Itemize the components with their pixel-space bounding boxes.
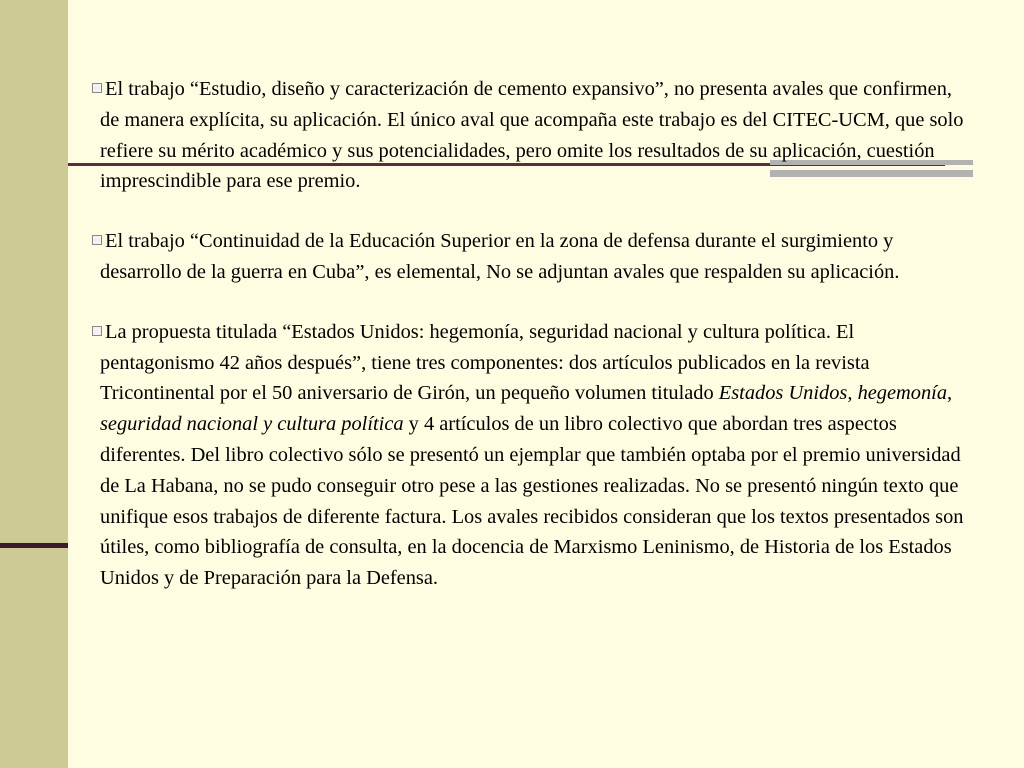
paragraph-3 [100, 317, 970, 594]
paragraph-3-text-after: y 4 artículos de un libro colectivo que abordan tres aspectos diferentes. Del libro colectivo sólo se presentó un ejemplar que también optaba por el premio universidad de La Habana, no se pudo conseguir otro pese a las gestiones realizadas. No se presentó ningún texto que unifique esos trabajos de diferente factura. Los avales recibidos consideran que los textos presentados son útiles, como bibliografía de consulta, en la docencia de Marxismo Leninismo, de Historia de los Estados Unidos y de Preparación para la Defensa. [100, 413, 964, 590]
slide-body [100, 74, 970, 623]
square-bullet-icon [92, 326, 102, 336]
paragraph-3-book-title: Estados Unidos, hegemonía, seguridad nacional y cultura política [100, 382, 953, 436]
paragraph-1 [100, 74, 970, 197]
paragraph-2 [100, 226, 970, 288]
paragraph-3-text-before: La propuesta titulada “Estados Unidos: hegemonía, seguridad nacional y cultura política. El pentagonismo 42 años después”, tiene tres componentes: dos artículos publicados en la revista Tricontinental por el 50 aniversario de Girón, un pequeño volumen titulado [100, 320, 870, 405]
left-sidebar-band [0, 0, 68, 768]
square-bullet-icon [92, 83, 102, 93]
left-rule [0, 543, 68, 548]
paragraph-1-text: El trabajo “Estudio, diseño y caracterización de cemento expansivo”, no presenta avales que confirmen, de manera explícita, su aplicación. El único aval que acompaña este trabajo es del CITEC-UCM, que solo refiere su mérito académico y sus potencialidades, pero omite los resultados de su aplicación, cuestión imprescindible para ese premio. [100, 78, 964, 193]
square-bullet-icon [92, 235, 102, 245]
paragraph-2-text: El trabajo “Continuidad de la Educación Superior en la zona de defensa durante el surgimiento y desarrollo de la guerra en Cuba”, es elemental, No se adjuntan avales que respalden su aplicación. [100, 230, 900, 283]
